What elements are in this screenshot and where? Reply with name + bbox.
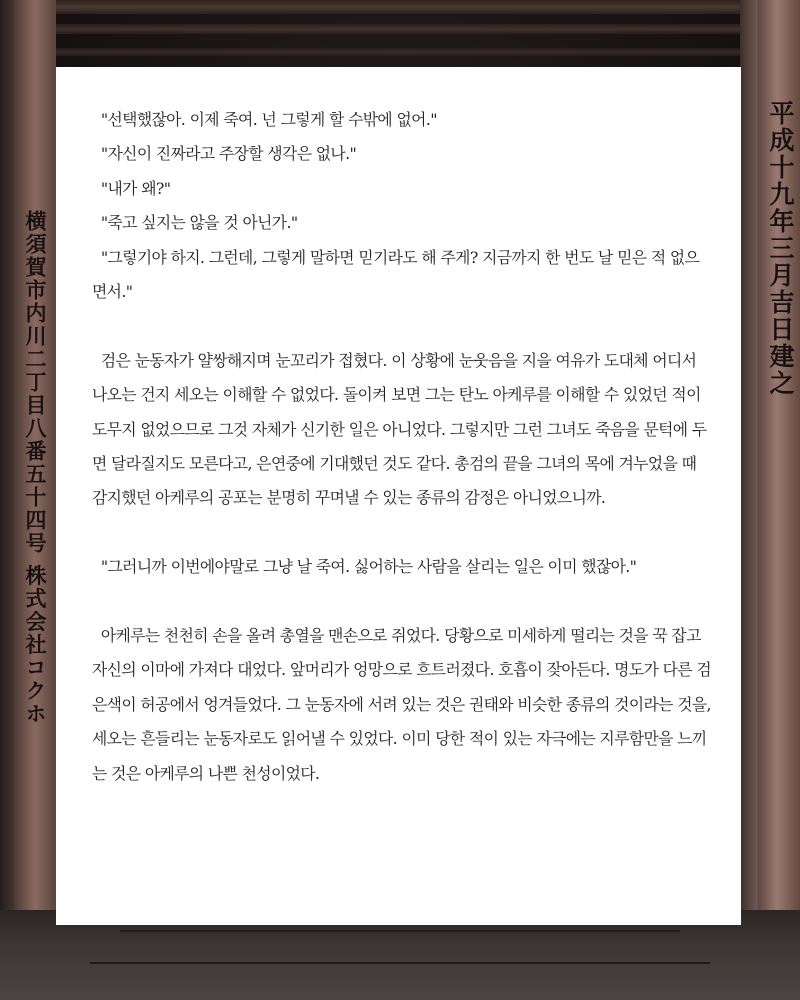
text-card [56, 67, 741, 925]
torii-beam [0, 24, 800, 34]
story-text [92, 103, 712, 791]
right-pillar-inscription: 平成十九年三月吉日建之 [766, 100, 795, 397]
narration-paragraph: 아케루는 천천히 손을 올려 총열을 맨손으로 쥐었다. 당황으로 미세하게 떨리는 것을 꾹 잡고 자신의 이마에 가져다 대었다. 앞머리가 엉망으로 흐트러졌다. 호흡이 잦아든다. 명도가 다른 검은색이 허공에서 엉겨들었다. 그 눈동자에 서려 있는 것은 권태와 비슷한 종류의 것이라는 것을, 세오는 흔들리는 눈동자로도 읽어낼 수 있었다. 이미 당한 적이 있는 자극에는 지루함만을 느끼는 것은 아케루의 나쁜 천성이었다. [92, 626, 711, 783]
dialogue-line: "죽고 싶지는 않을 것 아닌가." [92, 213, 298, 233]
stone-joint [120, 930, 680, 932]
torii-beam [0, 0, 800, 14]
left-pillar-inscription: 横須賀市内川二丁目八番五十四号 株式会社コクホ [23, 210, 48, 726]
torii-beam [0, 48, 800, 56]
dialogue-line: "선택했잖아. 이제 죽여. 넌 그렇게 할 수밖에 없어." [92, 110, 437, 129]
paragraph-gap [92, 516, 712, 550]
dialogue-line: "그렇기야 하지. 그런데, 그렇게 말하면 믿기라도 해 주게? 지금까지 한 번도 날 믿은 적 없으면서." [92, 247, 700, 302]
dialogue-line: "그러니까 이번에야말로 그냥 날 죽여. 싫어하는 사람을 살리는 일은 이미 했잖아." [92, 557, 637, 577]
stone-joint [90, 962, 710, 964]
narration-paragraph: 검은 눈동자가 얄쌍해지며 눈꼬리가 접혔다. 이 상황에 눈웃음을 지을 여유가 도대체 어디서 나오는 건지 세오는 이해할 수 없었다. 돌이켜 보면 그는 탄노 아케루를 이해할 수 있었던 적이 도무지 없었으므로 그것 자체가 신기한 일은 아니었다. 그렇지만 그런 그녀도 죽음을 문턱에 두면 달라질지도 모른다고, 은연중에 기대했던 것도 같다. 총검의 끝을 그녀의 목에 겨누었을 때 감지했던 아케루의 공포는 분명히 꾸며낼 수 있는 종류의 감정은 아니었으니까. [92, 350, 707, 508]
dialogue-line: "자신이 진짜라고 주장할 생각은 없나." [92, 144, 357, 164]
paragraph-gap [92, 309, 712, 343]
dialogue-line: "내가 왜?" [92, 178, 171, 198]
paragraph-gap [92, 585, 712, 619]
